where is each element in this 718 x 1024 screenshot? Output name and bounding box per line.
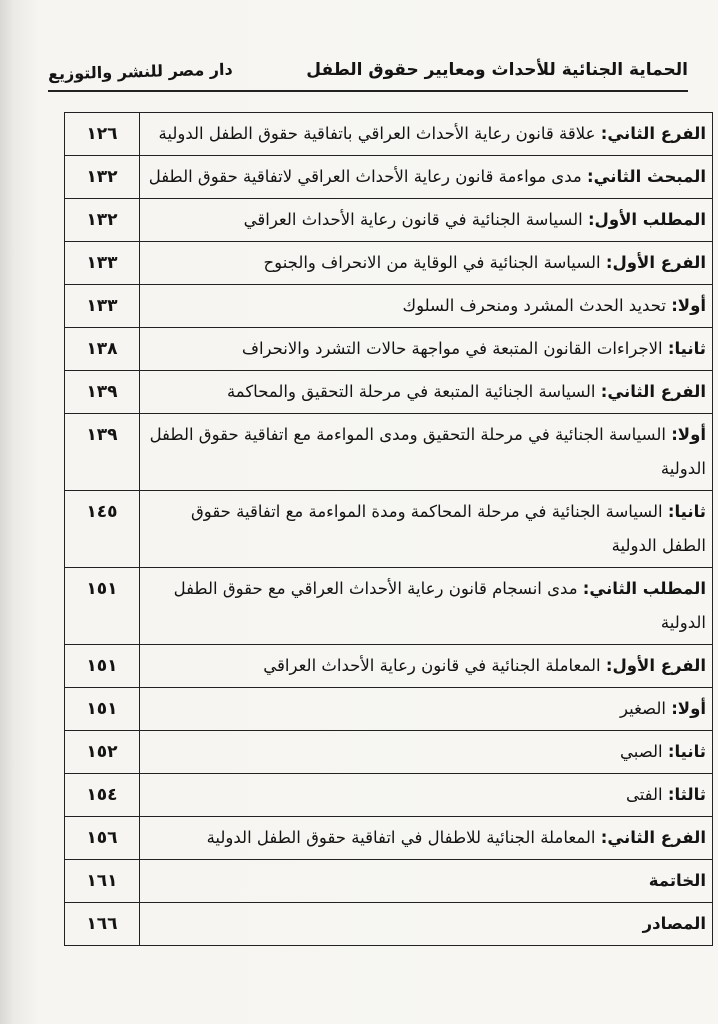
toc-entry [140, 328, 713, 371]
toc-label: المصادر [642, 914, 706, 933]
toc-page-number: ١٥١ [65, 568, 140, 645]
toc-page-number: ١٦١ [65, 860, 140, 903]
toc-row [65, 242, 713, 285]
page-header [48, 52, 688, 92]
toc-entry [140, 645, 713, 688]
toc-row [65, 156, 713, 199]
toc-entry [140, 371, 713, 414]
book-title: الحماية الجنائية للأحداث ومعايير حقوق الطفل [306, 60, 688, 80]
toc-text: تحديد الحدث المشرد ومنحرف السلوك [402, 296, 672, 315]
toc-label: ثالثا: [667, 785, 706, 804]
toc-label: أولا: [671, 699, 706, 718]
toc-entry [140, 491, 713, 568]
toc-row [65, 371, 713, 414]
toc-page-number: ١٣٣ [65, 285, 140, 328]
toc-entry [140, 113, 713, 156]
toc-label: ثانيا: [667, 742, 706, 761]
toc-text: الصبي [619, 742, 668, 761]
toc-row [65, 328, 713, 371]
toc-text: السياسة الجنائية في مرحلة المحاكمة ومدة المواءمة مع اتفاقية حقوق الطفل الدولية [191, 502, 706, 555]
toc-entry [140, 414, 713, 491]
toc-text: السياسة الجنائية في قانون رعاية الأحداث العراقي [243, 210, 588, 229]
toc-entry [140, 731, 713, 774]
toc-label: المطلب الأول: [587, 210, 706, 229]
toc-row [65, 491, 713, 568]
toc-entry [140, 156, 713, 199]
toc-row [65, 113, 713, 156]
toc-label: ثانيا: [667, 339, 706, 358]
toc-page-number: ١٥٦ [65, 817, 140, 860]
toc-label: ثانيا: [667, 502, 706, 521]
toc-page-number: ١٢٦ [65, 113, 140, 156]
toc-row [65, 414, 713, 491]
toc-row [65, 285, 713, 328]
toc-label: المبحث الثاني: [586, 167, 706, 186]
toc-row [65, 774, 713, 817]
toc-row [65, 860, 713, 903]
publisher-name: دار مصر للنشر والتوزيع [47, 59, 233, 84]
toc-text: علاقة قانون رعاية الأحداث العراقي باتفاقية حقوق الطفل الدولية [158, 124, 601, 143]
toc-entry [140, 903, 713, 946]
toc-label: الفرع الثاني: [600, 828, 706, 847]
toc-label: الفرع الثاني: [600, 382, 706, 401]
toc-entry [140, 860, 713, 903]
toc-text: السياسة الجنائية في الوقاية من الانحراف والجنوح [263, 253, 606, 272]
toc-label: المطلب الثاني: [582, 579, 706, 598]
toc-entry [140, 568, 713, 645]
toc-page-number: ١٣٣ [65, 242, 140, 285]
toc-label: أولا: [671, 296, 706, 315]
toc-page-number: ١٥١ [65, 688, 140, 731]
toc-page-number: ١٣٩ [65, 371, 140, 414]
toc-page-number: ١٣٩ [65, 414, 140, 491]
toc-text: مدى انسجام قانون رعاية الأحداث العراقي مع حقوق الطفل الدولية [173, 579, 706, 632]
toc-text: السياسة الجنائية في مرحلة التحقيق ومدى المواءمة مع اتفاقية حقوق الطفل الدولية [149, 425, 706, 478]
toc-row [65, 645, 713, 688]
toc-text: المعاملة الجنائية في قانون رعاية الأحداث العراقي [263, 656, 606, 675]
toc-text: مدى مواءمة قانون رعاية الأحداث العراقي لاتفاقية حقوق الطفل [148, 167, 587, 186]
toc-label: الفرع الأول: [605, 656, 706, 675]
toc-label: الفرع الثاني: [600, 124, 706, 143]
toc-text: المعاملة الجنائية للاطفال في اتفاقية حقوق الطفل الدولية [206, 828, 601, 847]
toc-page-number: ١٥٢ [65, 731, 140, 774]
toc-entry [140, 285, 713, 328]
toc-page-number: ١٣٢ [65, 199, 140, 242]
toc-entry [140, 199, 713, 242]
toc-entry [140, 242, 713, 285]
toc-page-number: ١٥٤ [65, 774, 140, 817]
toc-text: السياسة الجنائية المتبعة في مرحلة التحقيق والمحاكمة [226, 382, 601, 401]
toc-page-number: ١٣٨ [65, 328, 140, 371]
toc-row [65, 568, 713, 645]
toc-entry [140, 774, 713, 817]
toc-page-number: ١٥١ [65, 645, 140, 688]
toc-text: الفتى [625, 785, 668, 804]
toc-row [65, 817, 713, 860]
toc-label: أولا: [671, 425, 706, 444]
toc-row [65, 199, 713, 242]
toc-entry [140, 817, 713, 860]
toc-label: الفرع الأول: [605, 253, 706, 272]
toc-text: الصغير [619, 699, 672, 718]
toc-text: الاجراءات القانون المتبعة في مواجهة حالات التشرد والانحراف [241, 339, 668, 358]
table-of-contents [64, 112, 713, 946]
toc-page-number: ١٣٢ [65, 156, 140, 199]
toc-entry [140, 688, 713, 731]
toc-row [65, 731, 713, 774]
toc-label: الخاتمة [648, 871, 706, 890]
toc-page-number: ١٤٥ [65, 491, 140, 568]
toc-page-number: ١٦٦ [65, 903, 140, 946]
toc-row [65, 903, 713, 946]
toc-row [65, 688, 713, 731]
